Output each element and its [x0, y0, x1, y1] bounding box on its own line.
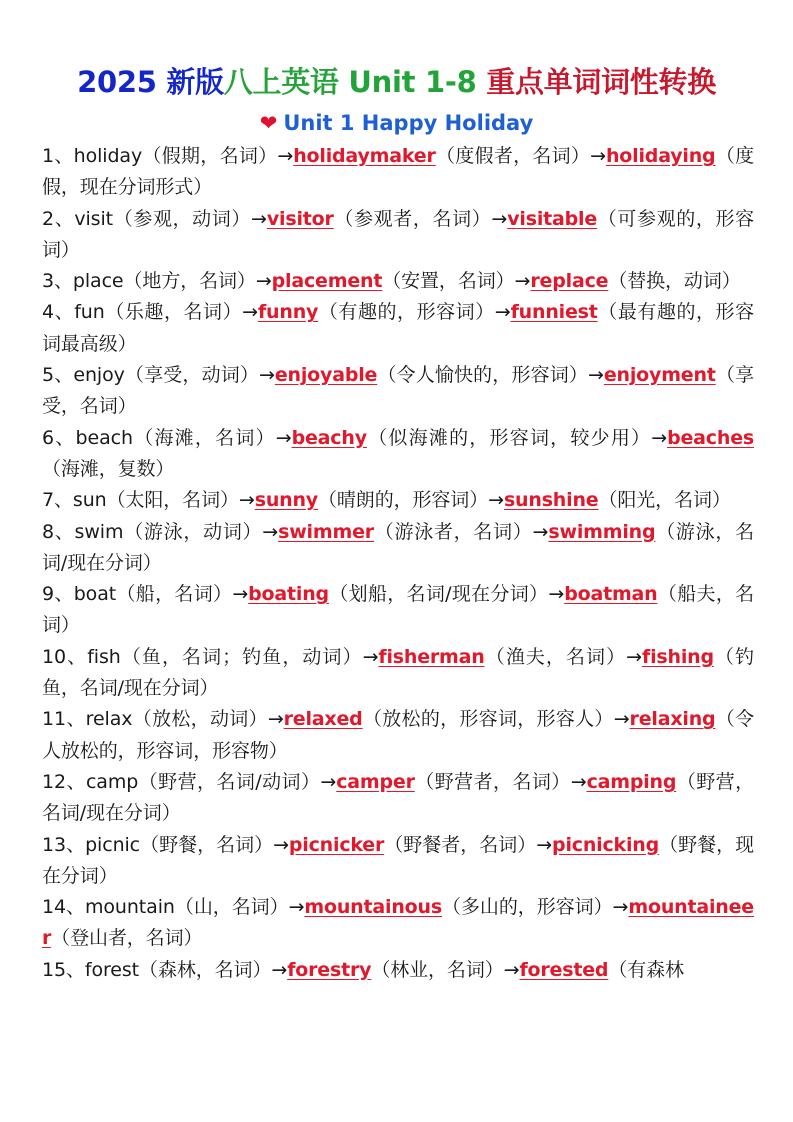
- base-gloss: （太阳，名词）: [106, 489, 239, 512]
- answer-word-1: boating: [248, 583, 329, 606]
- base-word: fun: [74, 301, 105, 324]
- arrow-icon: →: [590, 145, 606, 167]
- answer-gloss-1: （安置，名词）: [382, 270, 515, 293]
- answer-gloss-2: （船夫，名词）: [42, 583, 755, 637]
- base-gloss: （野餐，名词）: [140, 833, 274, 856]
- base-word: boat: [73, 583, 117, 606]
- arrow-icon: →: [588, 364, 604, 387]
- arrow-icon: →: [548, 583, 565, 606]
- title-grade-subject: 八上英语: [223, 65, 339, 99]
- arrow-icon: →: [503, 958, 520, 981]
- answer-gloss-1: （似海滩的，形容词，较少用）: [366, 426, 652, 449]
- arrow-icon: →: [255, 270, 272, 293]
- base-word: sun: [72, 489, 107, 512]
- answer-gloss-2: （令人放松的，形容词，形容物）: [42, 708, 754, 762]
- word-list: [42, 141, 754, 986]
- answer-word-1: camper: [336, 770, 415, 793]
- word-entry: [42, 204, 754, 267]
- arrow-icon: →: [251, 207, 267, 230]
- title-topic: 重点单词词性转换: [486, 65, 716, 99]
- arrow-icon: →: [612, 896, 629, 919]
- answer-word-1: enjoyable: [274, 364, 378, 387]
- arrow-icon: →: [288, 896, 305, 919]
- answer-word-2: holidaying: [605, 145, 716, 167]
- arrow-icon: →: [491, 207, 508, 230]
- answer-gloss-1: （放松的，形容词，形容人）: [362, 708, 614, 731]
- answer-gloss-2: （享受，名词）: [42, 364, 754, 418]
- base-word: holiday: [73, 145, 143, 167]
- answer-gloss-2: （度假，现在分词形式）: [42, 145, 754, 199]
- answer-gloss-1: （参观者，名词）: [333, 207, 492, 230]
- answer-word-1: placement: [271, 270, 383, 293]
- answer-gloss-1: （令人愉快的，形容词）: [377, 364, 589, 387]
- entry-number: 3、: [42, 270, 73, 293]
- entry-number: 1、: [42, 145, 74, 167]
- title-year-edition: 2025 新版: [77, 65, 224, 99]
- base-gloss: （鱼，名词；钓鱼，动词）: [120, 645, 363, 668]
- page-title: [0, 62, 793, 102]
- entry-number: 7、: [42, 489, 73, 512]
- answer-word-2: sunshine: [503, 489, 599, 512]
- entry-number: 10、: [42, 645, 88, 668]
- arrow-icon: →: [277, 145, 294, 167]
- entry-number: 11、: [42, 708, 86, 731]
- answer-word-1: beachy: [291, 426, 367, 449]
- base-word: forest: [84, 958, 140, 981]
- base-gloss: （乐趣，名词）: [104, 301, 243, 324]
- word-entry: [42, 767, 754, 830]
- arrow-icon: →: [262, 520, 279, 543]
- answer-gloss-2: （最有趣的，形容词最高级）: [42, 301, 755, 355]
- word-entry: [42, 830, 754, 893]
- answer-word-2: funniest: [510, 301, 598, 324]
- heart-icon: ❤: [259, 111, 278, 135]
- word-entry: [42, 485, 754, 516]
- arrow-icon: →: [232, 583, 249, 606]
- answer-word-1: funny: [257, 301, 319, 324]
- arrow-icon: →: [273, 833, 289, 856]
- entry-number: 4、: [42, 301, 75, 324]
- entry-number: 6、: [42, 426, 76, 449]
- title-units-text: Unit 1-8: [348, 65, 477, 99]
- word-entry: [42, 141, 754, 204]
- answer-gloss-2: （钓鱼，名词/现在分词）: [42, 645, 754, 700]
- answer-word-2: forested: [519, 958, 609, 981]
- arrow-icon: →: [613, 708, 630, 731]
- answer-word-2: camping: [586, 770, 677, 793]
- answer-gloss-1: （野营者，名词）: [414, 770, 571, 793]
- base-word: swim: [74, 520, 124, 543]
- entry-number: 12、: [42, 770, 86, 793]
- answer-gloss-2: （海滩，复数）: [42, 457, 175, 480]
- base-word: place: [72, 270, 124, 293]
- answer-word-2: mountaineer: [42, 896, 754, 950]
- answer-word-2: picnicking: [552, 833, 660, 856]
- entry-number: 8、: [42, 520, 75, 543]
- answer-gloss-1: （度假者，名词）: [435, 145, 591, 167]
- answer-word-2: relaxing: [629, 708, 716, 731]
- base-gloss: （假期，名词）: [142, 145, 278, 167]
- base-word: camp: [85, 770, 139, 793]
- answer-word-1: forestry: [287, 958, 372, 981]
- answer-gloss-2: （登山者，名词）: [51, 927, 203, 950]
- base-word: picnic: [85, 833, 141, 856]
- answer-gloss-2: （阳光，名词）: [598, 489, 731, 512]
- base-gloss: （森林，名词）: [139, 958, 272, 981]
- base-gloss: （野营，名词/动词）: [138, 770, 321, 793]
- answer-word-2: replace: [530, 270, 609, 293]
- word-entry: [42, 642, 754, 705]
- base-gloss: （游泳，动词）: [123, 520, 263, 543]
- answer-gloss-1: （多山的，形容词）: [441, 896, 613, 919]
- entry-number: 13、: [42, 833, 86, 856]
- entry-number: 5、: [42, 364, 74, 387]
- answer-gloss-1: （渔夫，名词）: [484, 645, 627, 668]
- word-entry: [42, 579, 754, 642]
- answer-gloss-1: （晴朗的，形容词）: [318, 489, 489, 512]
- arrow-icon: →: [362, 645, 379, 668]
- entry-number: 9、: [42, 583, 74, 606]
- arrow-icon: →: [320, 770, 337, 793]
- answer-gloss-1: （有趣的，形容词）: [318, 301, 495, 324]
- answer-gloss-2: （替换，动词）: [608, 270, 741, 293]
- arrow-icon: →: [259, 364, 275, 387]
- answer-gloss-2: （有森林: [608, 958, 684, 981]
- entry-number: 15、: [42, 958, 85, 981]
- arrow-icon: →: [626, 645, 642, 668]
- arrow-icon: →: [536, 833, 553, 856]
- answer-word-1: picnicker: [288, 833, 385, 856]
- word-entry: [42, 892, 754, 955]
- arrow-icon: →: [494, 301, 511, 324]
- base-gloss: （海滩，名词）: [132, 426, 276, 449]
- base-gloss: （放松，动词）: [132, 708, 268, 731]
- answer-word-2: enjoyment: [603, 364, 716, 387]
- word-entry: [42, 266, 754, 297]
- answer-word-1: holidaymaker: [293, 145, 436, 167]
- answer-gloss-1: （野餐者，名词）: [384, 833, 537, 856]
- entry-number: 2、: [42, 207, 75, 230]
- word-entry: [42, 297, 754, 360]
- answer-word-2: boatman: [564, 583, 658, 606]
- word-entry: [42, 517, 754, 580]
- base-gloss: （参观，动词）: [112, 207, 252, 230]
- base-gloss: （地方，名词）: [123, 270, 256, 293]
- answer-word-1: swimmer: [278, 520, 374, 543]
- word-entry: [42, 955, 754, 986]
- title-units: [339, 65, 487, 99]
- answer-gloss-2: （野餐，现在分词）: [42, 833, 754, 887]
- answer-word-1: relaxed: [283, 708, 363, 731]
- unit-heading: [0, 108, 793, 138]
- answer-gloss-1: （划船，名词/现在分词）: [328, 583, 549, 606]
- arrow-icon: →: [514, 270, 531, 293]
- arrow-icon: →: [488, 489, 504, 512]
- word-entry: [42, 423, 754, 486]
- base-word: relax: [85, 708, 133, 731]
- unit-heading-text: Unit 1 Happy Holiday: [283, 111, 534, 135]
- arrow-icon: →: [271, 958, 288, 981]
- answer-gloss-2: （可参观的，形容词）: [42, 207, 755, 261]
- base-gloss: （山，名词）: [174, 896, 289, 919]
- answer-gloss-1: （游泳者，名词）: [373, 520, 533, 543]
- arrow-icon: →: [267, 708, 284, 731]
- arrow-icon: →: [570, 770, 587, 793]
- answer-word-2: swimming: [548, 520, 656, 543]
- word-entry: [42, 360, 754, 423]
- word-entry: [42, 704, 754, 767]
- base-word: enjoy: [73, 364, 125, 387]
- base-word: beach: [75, 426, 133, 449]
- entry-number: 14、: [42, 896, 85, 919]
- base-gloss: （享受，动词）: [124, 364, 259, 387]
- answer-word-1: mountainous: [304, 896, 442, 919]
- arrow-icon: →: [242, 301, 258, 324]
- base-word: fish: [87, 645, 121, 668]
- answer-word-1: visitor: [266, 207, 334, 230]
- arrow-icon: →: [651, 426, 668, 449]
- answer-gloss-1: （林业，名词）: [371, 958, 504, 981]
- answer-gloss-2: （游泳，名词/现在分词）: [42, 520, 754, 574]
- base-word: visit: [74, 207, 113, 230]
- answer-word-1: fisherman: [378, 645, 485, 668]
- answer-word-2: visitable: [507, 207, 598, 230]
- answer-word-2: fishing: [642, 645, 714, 668]
- base-gloss: （船，名词）: [116, 583, 233, 606]
- arrow-icon: →: [275, 426, 292, 449]
- answer-word-1: sunny: [254, 489, 318, 512]
- answer-word-2: beaches: [667, 426, 754, 449]
- arrow-icon: →: [238, 489, 255, 512]
- arrow-icon: →: [532, 520, 549, 543]
- base-word: mountain: [84, 896, 175, 919]
- answer-gloss-2: （野营，名词/现在分词）: [42, 770, 755, 825]
